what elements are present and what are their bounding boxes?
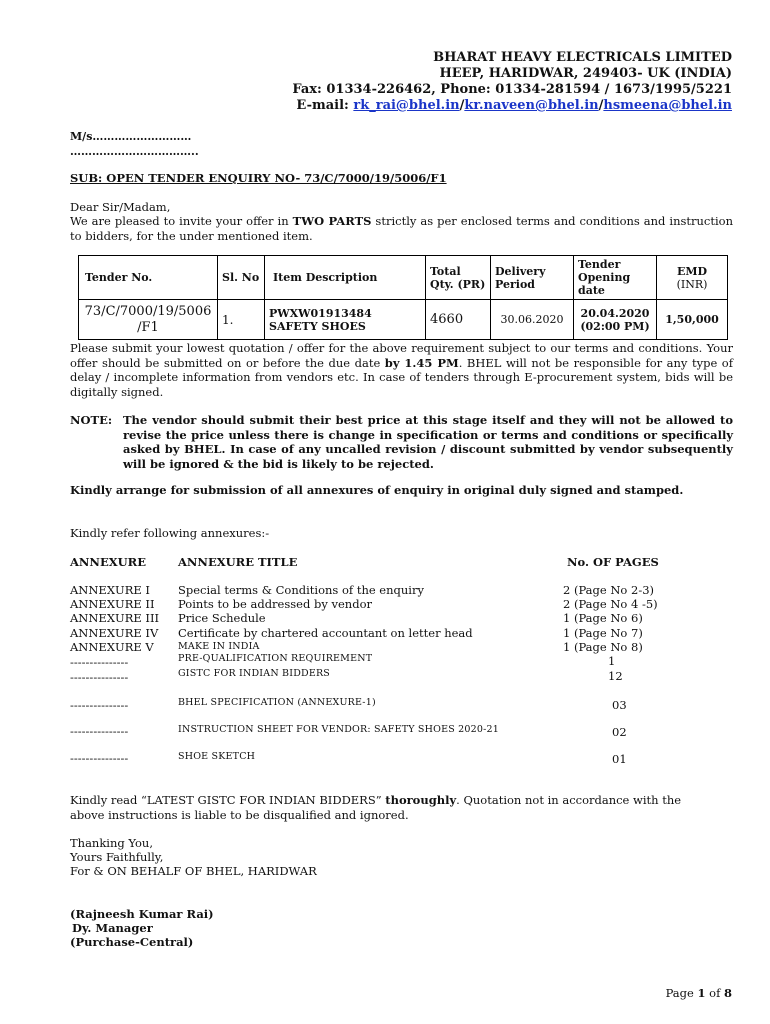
annexure-id: --------------- xyxy=(70,724,129,738)
annexure-pages: 1 xyxy=(608,654,616,668)
th-emd xyxy=(657,256,728,300)
th-sl-no: Sl. No xyxy=(218,256,265,300)
submit-text: Please submit your lowest quotation / offer for the above requirement subject to our terms and conditions. Your offer should be submitted on or before the due date xyxy=(70,341,733,370)
annexure-id: ANNEXURE V xyxy=(70,640,154,654)
th-item-description: Item Description xyxy=(265,256,426,300)
greeting: Dear Sir/Madam, xyxy=(70,200,171,214)
recipient-line-2: …………………………….. xyxy=(70,145,199,158)
email-separator: / xyxy=(598,98,604,113)
annexure-pages: 03 xyxy=(612,698,627,712)
annexure-id: ANNEXURE IV xyxy=(70,626,159,640)
read-text-2: . Quotation not in accordance with the above instructions is liable to be disqualified and ignored. xyxy=(70,793,682,822)
signatory-title: Dy. Manager xyxy=(72,921,153,935)
th-tender-no: Tender No. xyxy=(79,256,218,300)
annexure-id: --------------- xyxy=(70,751,129,765)
annex-header-title: ANNEXURE TITLE xyxy=(178,555,298,569)
annexure-pages: 12 xyxy=(608,669,623,683)
page-label: Page xyxy=(665,986,698,1000)
signatory-dept: (Purchase-Central) xyxy=(70,935,194,949)
page-of: of xyxy=(705,986,724,1000)
annexure-title: PRE-QUALIFICATION REQUIREMENT xyxy=(178,653,373,664)
closing-yours: Yours Faithfully, xyxy=(70,850,164,864)
cell-tender-no: 73/C/7000/19/5006 /F1 xyxy=(79,300,218,340)
submit-text-2: . BHEL will not be responsible for any type of delay / incomplete information from vendors etc. In case of tenders through E-procurement system, bids will be digitally signed. xyxy=(70,355,733,399)
email-line xyxy=(292,98,732,114)
company-contact: Fax: 01334-226462, Phone: 01334-281594 / 1673/1995/5221 xyxy=(292,82,732,97)
annexure-id: ANNEXURE I xyxy=(70,583,150,597)
cell-emd: 1,50,000 xyxy=(657,300,728,340)
th-delivery-period: Delivery Period xyxy=(491,256,574,300)
email-link-2[interactable]: kr.naveen@bhel.in xyxy=(464,98,599,113)
annex-header-pages: No. OF PAGES xyxy=(567,555,659,569)
annexure-id: --------------- xyxy=(70,655,129,669)
th-emd-unit: (INR) xyxy=(676,277,708,291)
item-code: PWXW01913484 xyxy=(269,306,372,320)
recipient-line-1: M/s……………………… xyxy=(70,130,192,143)
annexure-id: ANNEXURE II xyxy=(70,597,155,611)
kindly-arrange: Kindly arrange for submission of all annexures of enquiry in original duly signed and stamped. xyxy=(70,483,684,497)
annexure-pages: 01 xyxy=(612,752,627,766)
read-bold: thoroughly xyxy=(385,793,457,807)
annexure-title: BHEL SPECIFICATION (ANNEXURE-1) xyxy=(178,697,376,708)
intro-paragraph xyxy=(70,214,733,243)
annexure-id: --------------- xyxy=(70,670,129,684)
page-current: 1 xyxy=(697,986,706,1000)
item-name: SAFETY SHOES xyxy=(269,319,366,333)
submit-bold: by 1.45 PM xyxy=(384,355,459,370)
annexure-title: MAKE IN INDIA xyxy=(178,641,260,652)
submission-paragraph xyxy=(70,341,733,399)
opening-date: 20.04.2020 xyxy=(580,306,650,320)
email-link-3[interactable]: hsmeena@bhel.in xyxy=(603,98,732,113)
cell-total-qty: 4660 xyxy=(426,300,491,340)
subject-line: SUB: OPEN TENDER ENQUIRY NO- 73/C/7000/19/5006/F1 xyxy=(70,171,447,185)
annexure-id: ANNEXURE III xyxy=(70,611,160,625)
closing-thanks: Thanking You, xyxy=(70,836,153,850)
cell-opening xyxy=(574,300,657,340)
annexure-title: Points to be addressed by vendor xyxy=(178,597,372,611)
tender-table xyxy=(78,255,728,340)
letterhead xyxy=(292,50,732,114)
read-text: Kindly read “LATEST GISTC FOR INDIAN BIDDERS” xyxy=(70,793,386,807)
refer-annexures: Kindly refer following annexures:- xyxy=(70,526,270,540)
annexure-title: Price Schedule xyxy=(178,611,266,625)
annexure-title: Special terms & Conditions of the enquiry xyxy=(178,583,424,597)
note-label: NOTE: xyxy=(70,413,113,427)
page-number xyxy=(666,986,732,1000)
closing-behalf: For & ON BEHALF OF BHEL, HARIDWAR xyxy=(70,864,317,878)
cell-sl-no: 1. xyxy=(218,300,265,340)
th-total-qty: Total Qty. (PR) xyxy=(426,256,491,300)
read-gistc-paragraph xyxy=(70,793,690,822)
email-separator: / xyxy=(459,98,465,113)
annexure-pages: 02 xyxy=(612,725,627,739)
table-header-row xyxy=(79,256,728,300)
email-link-1[interactable]: rk_rai@bhel.in xyxy=(353,98,460,113)
annexure-title: GISTC FOR INDIAN BIDDERS xyxy=(178,668,331,679)
th-emd-label: EMD xyxy=(676,264,708,278)
company-address: HEEP, HARIDWAR, 249403- UK (INDIA) xyxy=(439,66,732,81)
annexure-pages: 1 (Page No 8) xyxy=(563,640,643,654)
th-opening-date: Tender Opening date xyxy=(574,256,657,300)
intro-bold: TWO PARTS xyxy=(292,214,372,228)
table-row xyxy=(79,300,728,340)
cell-item-description xyxy=(265,300,426,340)
annexure-title: Certificate by chartered accountant on letter head xyxy=(178,626,473,640)
annexure-title: SHOE SKETCH xyxy=(178,751,256,762)
note-text: The vendor should submit their best price at this stage itself and they will not be allowed to revise the price unless there is change in specification or terms and conditions or specifically asked by BHEL. In case of any uncalled revision / discount submitted by vendor subsequently will be ignored & the bid is likely to be rejected. xyxy=(123,413,733,471)
annex-header-id: ANNEXURE xyxy=(70,555,146,569)
cell-delivery: 30.06.2020 xyxy=(491,300,574,340)
annexure-id: --------------- xyxy=(70,698,129,712)
page-total: 8 xyxy=(723,986,732,1000)
annexure-pages: 2 (Page No 4 -5) xyxy=(563,597,658,611)
opening-time: (02:00 PM) xyxy=(580,319,650,333)
intro-text-2: strictly as per enclosed terms and conditions and instruction to bidders, for the under mentioned item. xyxy=(70,214,733,243)
signatory-name: (Rajneesh Kumar Rai) xyxy=(70,907,214,921)
annexure-pages: 1 (Page No 6) xyxy=(563,611,643,625)
annexure-pages: 2 (Page No 2-3) xyxy=(563,583,655,597)
annexure-title: INSTRUCTION SHEET FOR VENDOR: SAFETY SHOES 2020-21 xyxy=(178,724,500,735)
intro-text: We are pleased to invite your offer in xyxy=(70,214,293,228)
company-name: BHARAT HEAVY ELECTRICALS LIMITED xyxy=(433,50,732,65)
annexure-pages: 1 (Page No 7) xyxy=(563,626,643,640)
email-prefix: E-mail: xyxy=(296,98,354,113)
